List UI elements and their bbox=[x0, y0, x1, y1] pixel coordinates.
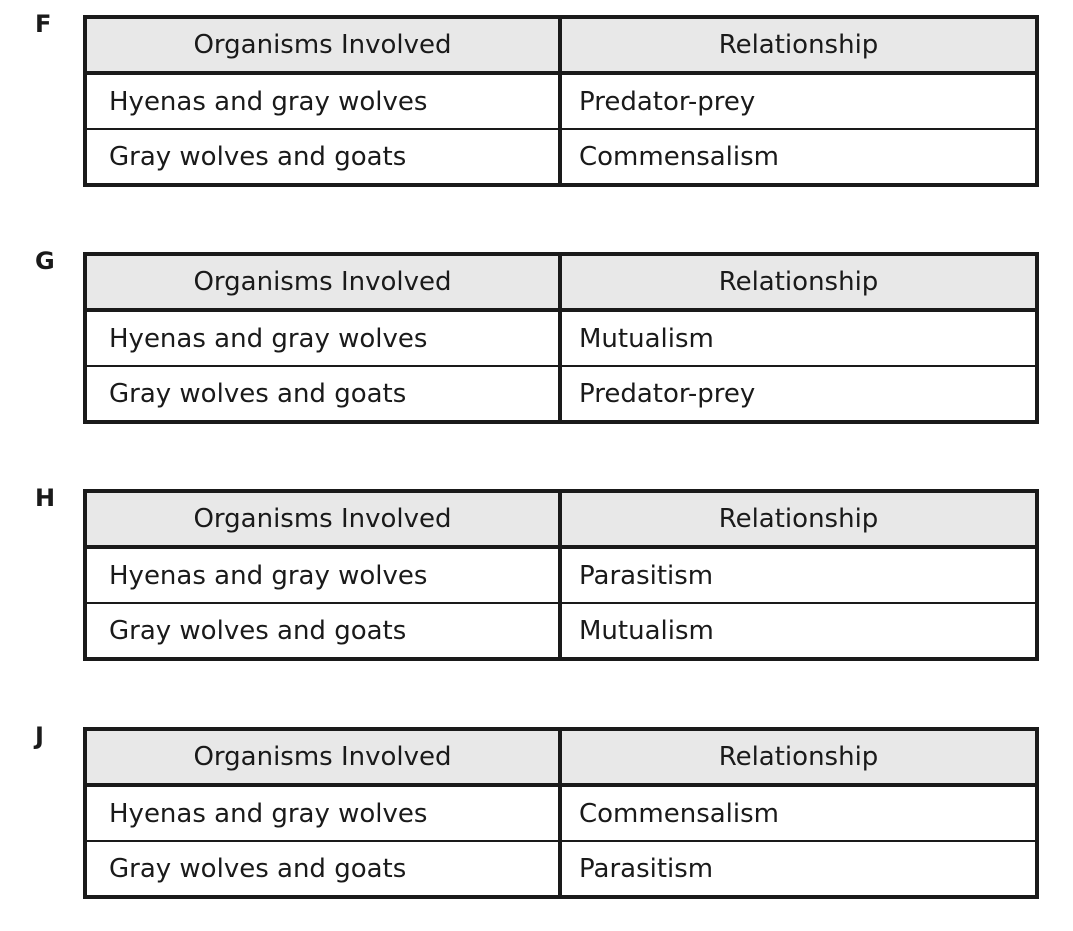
organisms-cell: Hyenas and gray wolves bbox=[85, 73, 560, 129]
organisms-cell: Gray wolves and goats bbox=[85, 603, 560, 659]
table-row bbox=[85, 129, 1037, 185]
table-header-row bbox=[85, 729, 1037, 785]
table-header-row bbox=[85, 254, 1037, 310]
relationship-cell: Commensalism bbox=[560, 129, 1037, 185]
choice-table bbox=[83, 15, 1039, 187]
table-header-row bbox=[85, 491, 1037, 547]
table-row bbox=[85, 785, 1037, 841]
relationship-cell: Parasitism bbox=[560, 547, 1037, 603]
header-organisms-involved: Organisms Involved bbox=[85, 254, 560, 310]
relationship-cell: Predator-prey bbox=[560, 73, 1037, 129]
table-row bbox=[85, 73, 1037, 129]
choice-table bbox=[83, 727, 1039, 899]
header-organisms-involved: Organisms Involved bbox=[85, 491, 560, 547]
organisms-cell: Gray wolves and goats bbox=[85, 129, 560, 185]
organisms-cell: Gray wolves and goats bbox=[85, 841, 560, 897]
organisms-cell: Gray wolves and goats bbox=[85, 366, 560, 422]
table-row bbox=[85, 547, 1037, 603]
choice-table bbox=[83, 489, 1039, 661]
header-relationship: Relationship bbox=[560, 254, 1037, 310]
answer-option-j[interactable] bbox=[0, 722, 1073, 903]
header-organisms-involved: Organisms Involved bbox=[85, 17, 560, 73]
relationship-cell: Predator-prey bbox=[560, 366, 1037, 422]
answer-option-f[interactable] bbox=[0, 10, 1073, 191]
header-relationship: Relationship bbox=[560, 729, 1037, 785]
table-row bbox=[85, 841, 1037, 897]
relationship-cell: Commensalism bbox=[560, 785, 1037, 841]
choice-table bbox=[83, 252, 1039, 424]
table-row bbox=[85, 310, 1037, 366]
table-row bbox=[85, 366, 1037, 422]
organisms-cell: Hyenas and gray wolves bbox=[85, 547, 560, 603]
option-letter: F bbox=[35, 10, 52, 38]
answer-option-h[interactable] bbox=[0, 484, 1073, 665]
table-header-row bbox=[85, 17, 1037, 73]
relationship-cell: Mutualism bbox=[560, 310, 1037, 366]
option-letter: H bbox=[35, 484, 56, 512]
header-relationship: Relationship bbox=[560, 17, 1037, 73]
relationship-cell: Parasitism bbox=[560, 841, 1037, 897]
answer-option-g[interactable] bbox=[0, 247, 1073, 428]
table-row bbox=[85, 603, 1037, 659]
option-letter: J bbox=[35, 722, 44, 750]
header-organisms-involved: Organisms Involved bbox=[85, 729, 560, 785]
option-letter: G bbox=[35, 247, 55, 275]
header-relationship: Relationship bbox=[560, 491, 1037, 547]
relationship-cell: Mutualism bbox=[560, 603, 1037, 659]
organisms-cell: Hyenas and gray wolves bbox=[85, 785, 560, 841]
organisms-cell: Hyenas and gray wolves bbox=[85, 310, 560, 366]
